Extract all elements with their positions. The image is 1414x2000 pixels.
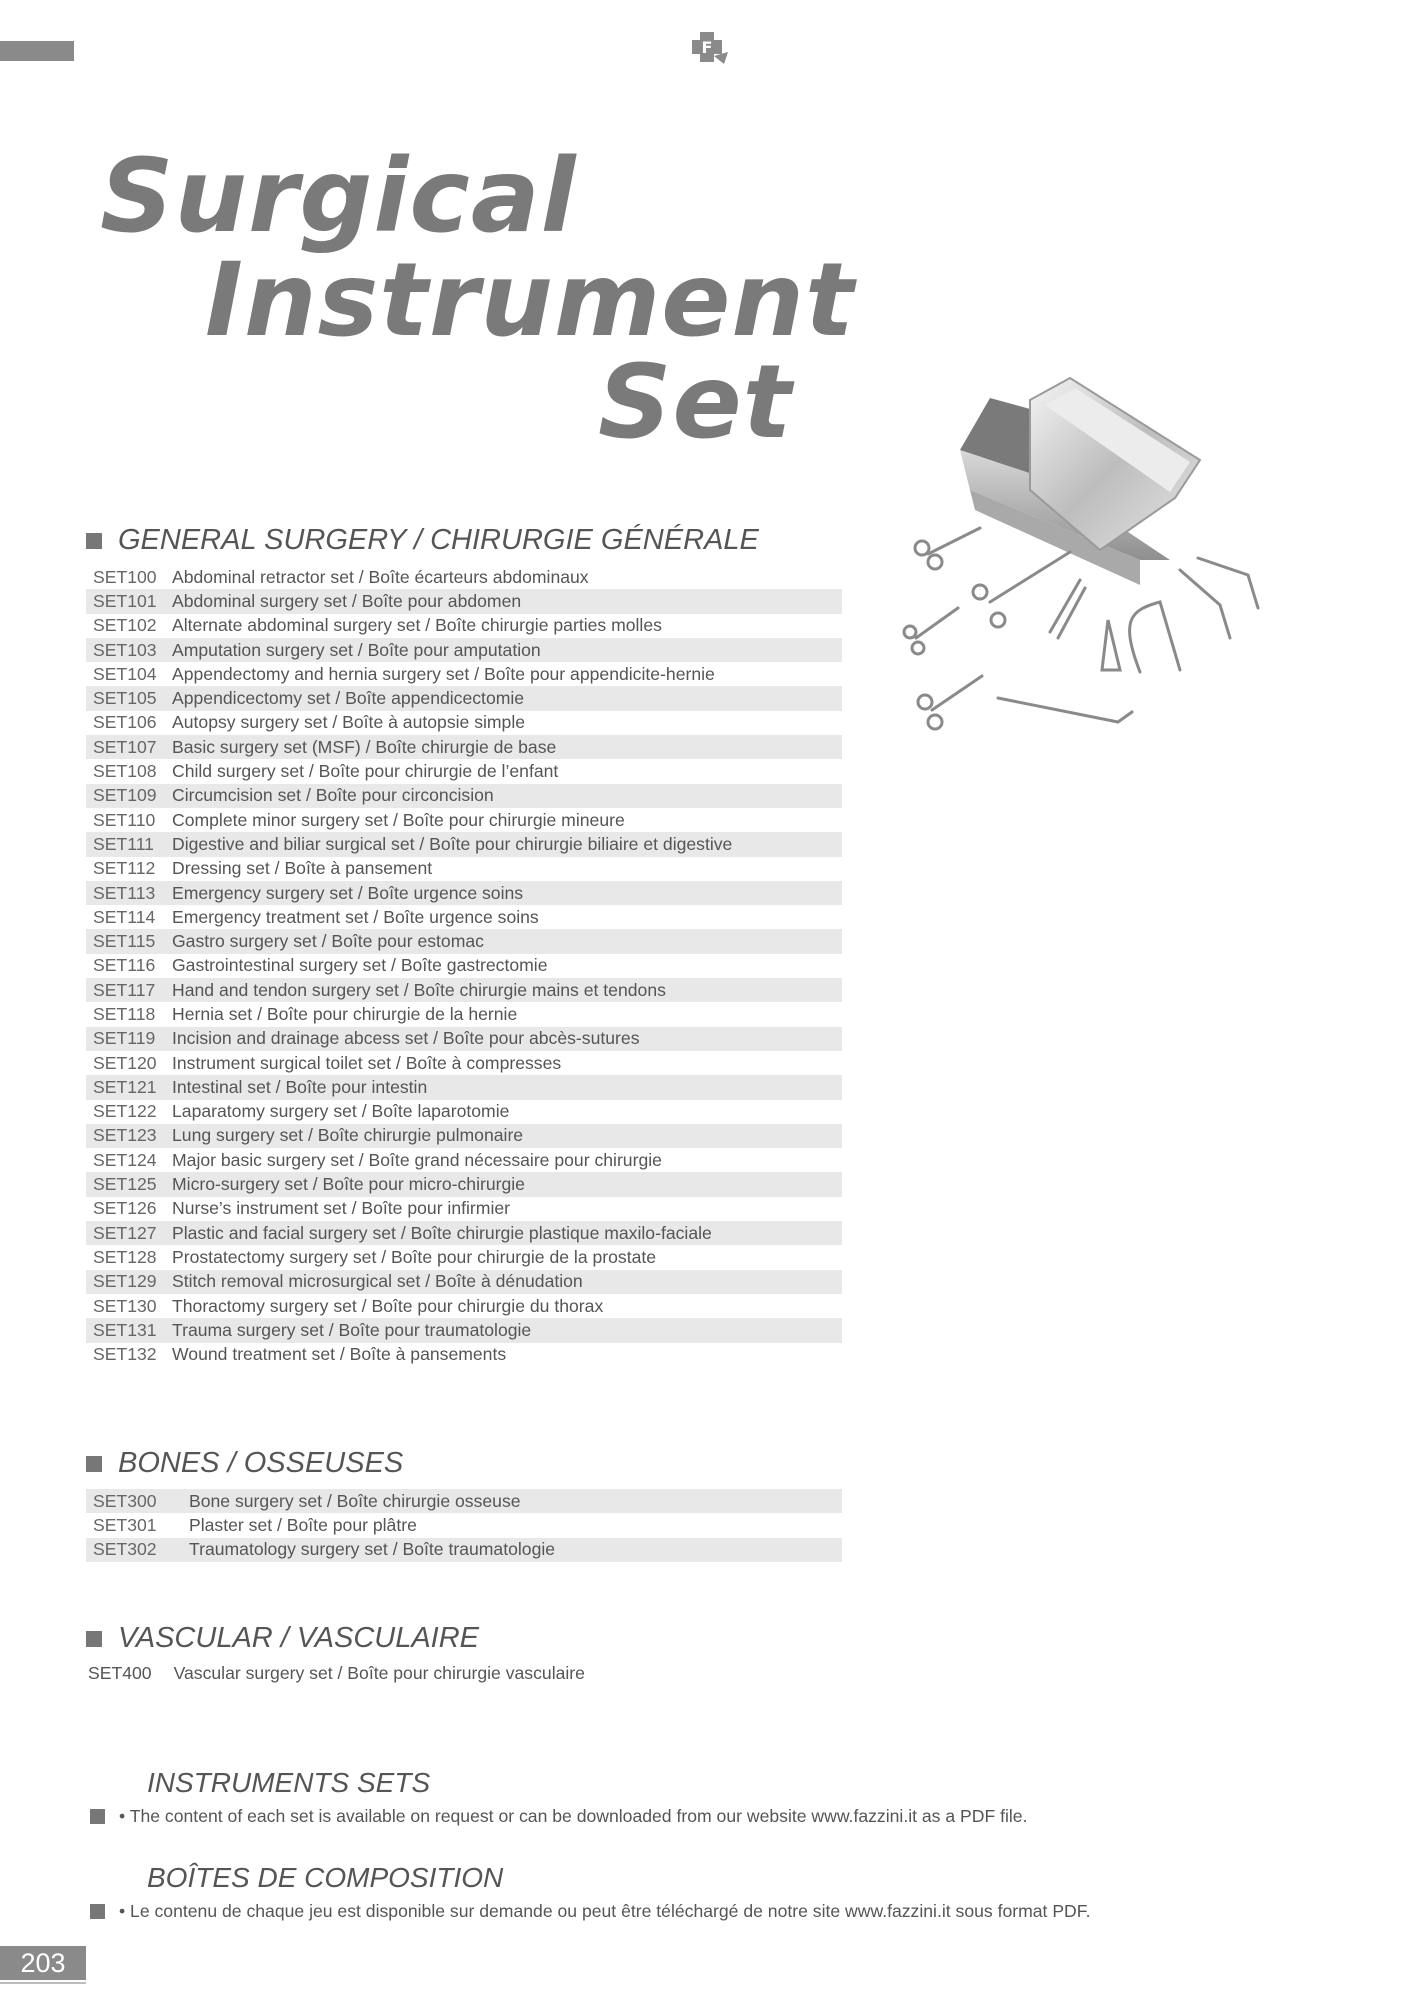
- list-item: [86, 905, 842, 929]
- list-item: [86, 735, 842, 759]
- list-item: [86, 1002, 842, 1026]
- general-surgery-heading: [86, 524, 759, 557]
- set-code: SET114: [93, 906, 156, 927]
- set-code: SET120: [93, 1052, 157, 1073]
- set-code: SET122: [93, 1101, 157, 1122]
- set-code: SET119: [93, 1028, 156, 1049]
- set-description: Bone surgery set / Boîte chirurgie osseuse: [189, 1490, 521, 1511]
- set-description: Dressing set / Boîte à pansement: [172, 858, 433, 879]
- instruments-sets-text: • The content of each set is available on request or can be downloaded from our website www.fazzini.it as a PDF file.: [119, 1806, 1028, 1826]
- vascular-heading: [86, 1622, 479, 1655]
- list-item: [86, 614, 842, 638]
- set-description: Wound treatment set / Boîte à pansements: [172, 1344, 507, 1365]
- set-description: Emergency surgery set / Boîte urgence soins: [172, 882, 524, 903]
- list-item: [86, 1538, 842, 1562]
- set-description: Incision and drainage abcess set / Boîte pour abcès-sutures: [172, 1028, 640, 1049]
- boites-composition-note: [90, 1901, 1090, 1922]
- list-item: [86, 1489, 842, 1513]
- set-code: SET302: [93, 1539, 157, 1560]
- set-code: SET126: [93, 1198, 157, 1219]
- list-item: [86, 929, 842, 953]
- set-code: SET128: [93, 1246, 157, 1267]
- set-code: SET104: [93, 663, 157, 684]
- set-code: SET112: [93, 858, 156, 879]
- set-code: SET130: [93, 1295, 157, 1316]
- set-description: Instrument surgical toilet set / Boîte à compresses: [172, 1052, 562, 1073]
- set-code: SET117: [93, 979, 156, 1000]
- list-item: [86, 1343, 842, 1367]
- list-item: [86, 784, 842, 808]
- set-code: SET124: [93, 1149, 157, 1170]
- set-description: Emergency treatment set / Boîte urgence soins: [172, 906, 539, 927]
- set-description: Stitch removal microsurgical set / Boîte à dénudation: [172, 1271, 583, 1292]
- vascular-heading-text: VASCULAR / VASCULAIRE: [118, 1622, 480, 1654]
- list-item: [86, 686, 842, 710]
- set-description: Alternate abdominal surgery set / Boîte chirurgie parties molles: [172, 615, 662, 636]
- set-description: Intestinal set / Boîte pour intestin: [172, 1076, 428, 1097]
- set-code: SET100: [93, 566, 157, 587]
- list-item: [86, 1100, 842, 1124]
- list-item: [86, 1197, 842, 1221]
- set-description: Thoractomy surgery set / Boîte pour chirurgie du thorax: [172, 1295, 604, 1316]
- boites-composition-text: • Le contenu de chaque jeu est disponible sur demande ou peut être téléchargé de notre site www.fazzini.it sous format PDF.: [119, 1901, 1091, 1921]
- set-description: Laparatomy surgery set / Boîte laparotomie: [172, 1101, 510, 1122]
- set-code: SET301: [93, 1514, 157, 1535]
- set-code: SET103: [93, 639, 157, 660]
- list-item: [86, 1172, 842, 1196]
- set-description: Autopsy surgery set / Boîte à autopsie simple: [172, 712, 526, 733]
- list-item: [86, 1124, 842, 1148]
- set-description: Micro-surgery set / Boîte pour micro-chirurgie: [172, 1174, 525, 1195]
- top-bar-decoration: [0, 41, 74, 61]
- set-description: Gastro surgery set / Boîte pour estomac: [172, 931, 484, 952]
- set-description: Basic surgery set (MSF) / Boîte chirurgie de base: [172, 736, 557, 757]
- set-code: SET110: [93, 809, 156, 830]
- set-code: SET300: [93, 1490, 157, 1511]
- set-description: Lung surgery set / Boîte chirurgie pulmonaire: [172, 1125, 524, 1146]
- set-description: Prostatectomy surgery set / Boîte pour chirurgie de la prostate: [172, 1246, 657, 1267]
- list-item: [86, 1075, 842, 1099]
- set-description: Appendectomy and hernia surgery set / Boîte pour appendicite-hernie: [172, 663, 715, 684]
- set-code: SET109: [93, 785, 157, 806]
- bullet-square: [86, 1631, 102, 1647]
- set-code: SET400: [88, 1663, 152, 1683]
- page-number-underline: [0, 1982, 86, 1984]
- list-item: [86, 1051, 842, 1075]
- set-code: SET106: [93, 712, 157, 733]
- list-item: [86, 1027, 842, 1051]
- set-description: Amputation surgery set / Boîte pour amputation: [172, 639, 541, 660]
- list-item: [86, 638, 842, 662]
- list-item: [86, 1245, 842, 1269]
- title-line-1: Surgical: [100, 137, 577, 256]
- set-code: SET108: [93, 761, 157, 782]
- list-item: [86, 832, 842, 856]
- general-surgery-heading-text: GENERAL SURGERY / CHIRURGIE GÉNÉRALE: [118, 524, 759, 556]
- set-code: SET113: [93, 882, 156, 903]
- bones-heading: [86, 1447, 403, 1480]
- set-description: Plastic and facial surgery set / Boîte chirurgie plastique maxilo-faciale: [172, 1222, 712, 1243]
- list-item: [86, 565, 842, 589]
- set-code: SET107: [93, 736, 157, 757]
- list-item: [86, 1294, 842, 1318]
- list-item: [86, 1270, 842, 1294]
- list-item: [86, 954, 842, 978]
- list-item: [86, 978, 842, 1002]
- set-code: SET127: [93, 1222, 157, 1243]
- list-item: [86, 808, 842, 832]
- list-item: [86, 857, 842, 881]
- list-item: [86, 711, 842, 735]
- set-description: Gastrointestinal surgery set / Boîte gastrectomie: [172, 955, 548, 976]
- list-item: [86, 881, 842, 905]
- set-description: Appendicectomy set / Boîte appendicectomie: [172, 688, 525, 709]
- list-item: [86, 662, 842, 686]
- set-description: Plaster set / Boîte pour plâtre: [189, 1514, 417, 1535]
- set-code: SET123: [93, 1125, 157, 1146]
- list-item: [86, 589, 842, 613]
- set-code: SET105: [93, 688, 157, 709]
- set-code: SET131: [93, 1319, 157, 1340]
- bullet-square: [90, 1904, 105, 1919]
- set-description: Abdominal retractor set / Boîte écarteurs abdominaux: [172, 566, 589, 587]
- instruments-sets-note: [90, 1806, 1027, 1827]
- title-line-3: Set: [598, 343, 793, 462]
- set-code: SET111: [93, 833, 154, 854]
- set-description: Major basic surgery set / Boîte grand nécessaire pour chirurgie: [172, 1149, 662, 1170]
- page-number: 203: [0, 1946, 86, 1980]
- set-description: Complete minor surgery set / Boîte pour chirurgie mineure: [172, 809, 625, 830]
- list-item: [86, 1221, 842, 1245]
- set-description: Vascular surgery set / Boîte pour chirurgie vasculaire: [173, 1663, 585, 1683]
- set-description: Hand and tendon surgery set / Boîte chirurgie mains et tendons: [172, 979, 666, 1000]
- instruments-sets-heading: INSTRUMENTS SETS: [147, 1767, 431, 1798]
- set-code: SET115: [93, 931, 156, 952]
- general-surgery-list: [86, 565, 842, 1367]
- title-line-2: Instrument: [205, 241, 855, 360]
- set-code: SET129: [93, 1271, 157, 1292]
- set-description: Trauma surgery set / Boîte pour traumatologie: [172, 1319, 532, 1340]
- set-description: Digestive and biliar surgical set / Boîte pour chirurgie biliaire et digestive: [172, 833, 733, 854]
- fazzini-logo-icon: [690, 30, 730, 66]
- set-code: SET116: [93, 955, 156, 976]
- list-item: [88, 1663, 585, 1684]
- bullet-square: [86, 533, 102, 549]
- bones-list: [86, 1489, 842, 1562]
- list-item: [86, 759, 842, 783]
- set-code: SET118: [93, 1003, 156, 1024]
- bullet-square: [90, 1809, 105, 1824]
- bullet-square: [86, 1456, 102, 1472]
- set-description: Circumcision set / Boîte pour circoncision: [172, 785, 494, 806]
- set-code: SET121: [93, 1076, 157, 1097]
- list-item: [86, 1318, 842, 1342]
- set-description: Abdominal surgery set / Boîte pour abdomen: [172, 590, 522, 611]
- logo-letter: F: [701, 38, 713, 57]
- bones-heading-text: BONES / OSSEUSES: [118, 1447, 404, 1479]
- list-item: [86, 1513, 842, 1537]
- set-description: Hernia set / Boîte pour chirurgie de la hernie: [172, 1003, 518, 1024]
- set-code: SET125: [93, 1174, 157, 1195]
- set-description: Traumatology surgery set / Boîte traumatologie: [189, 1539, 556, 1560]
- set-code: SET101: [93, 590, 157, 611]
- list-item: [86, 1148, 842, 1172]
- set-description: Child surgery set / Boîte pour chirurgie de l’enfant: [172, 761, 559, 782]
- set-description: Nurse’s instrument set / Boîte pour infirmier: [172, 1198, 510, 1219]
- set-code: SET132: [93, 1344, 157, 1365]
- set-code: SET102: [93, 615, 157, 636]
- instrument-tray-icon: [880, 370, 1320, 770]
- boites-composition-heading: BOÎTES DE COMPOSITION: [147, 1862, 504, 1893]
